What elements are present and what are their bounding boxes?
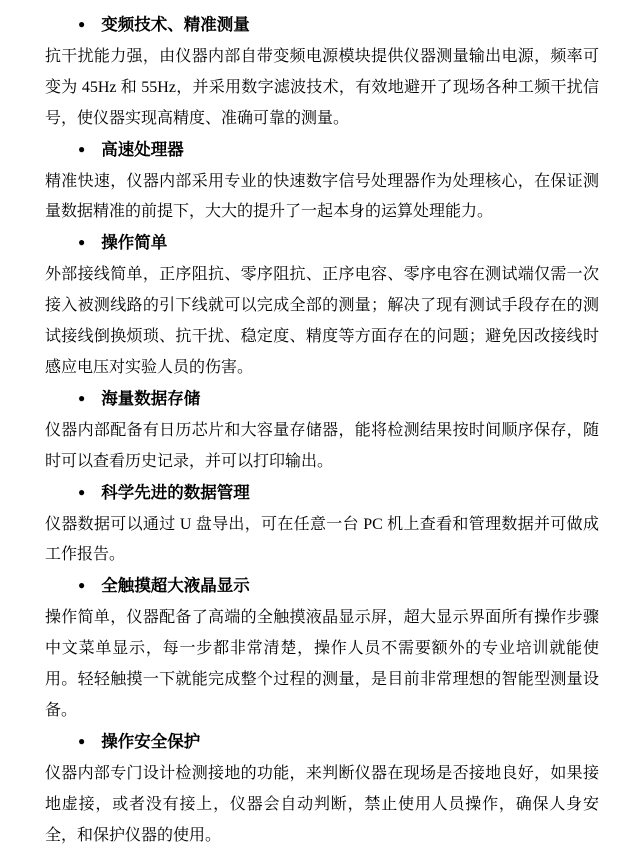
section-heading bbox=[45, 228, 599, 260]
section-heading bbox=[45, 384, 599, 416]
section-heading-text: 全触摸超大液晶显示 bbox=[101, 576, 250, 596]
bullet-icon: ● bbox=[78, 733, 86, 748]
bullet-icon: ● bbox=[78, 484, 86, 499]
bullet-icon: ● bbox=[78, 578, 86, 593]
section-heading-text: 操作简单 bbox=[101, 233, 168, 253]
bullet-icon: ● bbox=[78, 390, 86, 405]
section-simple-operation bbox=[45, 228, 599, 384]
section-data-management bbox=[45, 478, 599, 572]
section-paragraph: 精准快速，仪器内部采用专业的快速数字信号处理器作为处理核心，在保证测量数据精准的前提下，大大的提升了一起本身的运算处理能力。 bbox=[45, 172, 599, 221]
section-heading bbox=[45, 478, 599, 510]
section-high-speed-processor bbox=[45, 135, 599, 229]
section-heading-text: 海量数据存储 bbox=[101, 388, 201, 408]
section-heading bbox=[45, 135, 599, 167]
section-paragraph: 外部接线简单，正序阻抗、零序阻抗、正序电容、零序电容在测试端仅需一次接入被测线路的引下线就可以完成全部的测量；解决了现有测试手段存在的测试接线倒换烦琐、抗干扰、稳定度、精度等方面存在的问题；避免因改接线时感应电压对实验人员的伤害。 bbox=[45, 266, 599, 376]
section-heading bbox=[45, 727, 599, 759]
section-heading-text: 变频技术、精准测量 bbox=[101, 15, 250, 34]
section-heading bbox=[45, 10, 599, 42]
section-heading-text: 科学先进的数据管理 bbox=[101, 482, 250, 502]
bullet-icon: ● bbox=[78, 17, 86, 31]
section-heading bbox=[45, 571, 599, 603]
section-paragraph: 抗干扰能力强，由仪器内部自带变频电源模块提供仪器测量输出电源，频率可变为 45Hz 和 55Hz，并采用数字滤波技术，有效地避开了现场各种工频干扰信号，使仪器实现高精度、准确可靠的测量。 bbox=[45, 47, 599, 127]
bullet-icon: ● bbox=[78, 141, 86, 156]
section-heading-text: 操作安全保护 bbox=[101, 731, 201, 751]
section-safety-protection bbox=[45, 727, 599, 852]
section-frequency-tech bbox=[45, 10, 599, 135]
bullet-icon: ● bbox=[78, 235, 86, 250]
section-paragraph: 仪器内部配备有日历芯片和大容量存储器，能将检测结果按时间顺序保存，随时可以查看历史记录，并可以打印输出。 bbox=[45, 421, 599, 470]
section-touch-lcd-display bbox=[45, 571, 599, 727]
section-paragraph: 操作简单，仪器配备了高端的全触摸液晶显示屏，超大显示界面所有操作步骤中文菜单显示，每一步都非常清楚，操作人员不需要额外的专业培训就能使用。轻轻触摸一下就能完成整个过程的测量，是目前非常理想的智能型测量设备。 bbox=[45, 609, 599, 719]
section-paragraph: 仪器内部专门设计检测接地的功能，来判断仪器在现场是否接地良好，如果接地虚接，或者没有接上，仪器会自动判断，禁止使用人员操作，确保人身安全，和保护仪器的使用。 bbox=[45, 764, 599, 844]
section-mass-storage bbox=[45, 384, 599, 478]
section-heading-text: 高速处理器 bbox=[101, 139, 184, 159]
section-paragraph: 仪器数据可以通过 U 盘导出，可在任意一台 PC 机上查看和管理数据并可做成工作报告。 bbox=[45, 515, 599, 564]
